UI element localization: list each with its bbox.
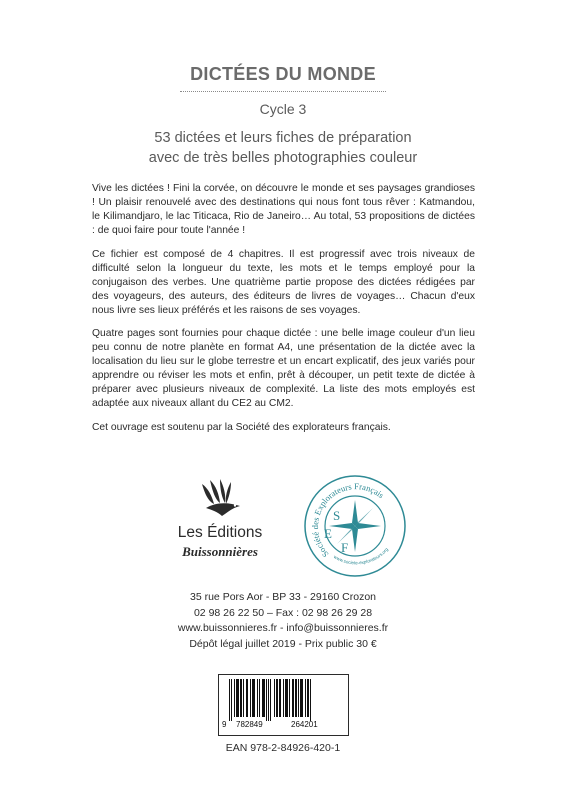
barcode-bar bbox=[310, 679, 311, 721]
barcode-bar bbox=[246, 679, 248, 717]
isbn-barcode bbox=[218, 674, 349, 736]
barcode-digits-left: 782849 bbox=[236, 720, 263, 729]
seal-ring-text: Société des Explorateurs Français bbox=[309, 481, 387, 560]
barcode-bar bbox=[252, 679, 255, 717]
barcode-bar bbox=[234, 679, 235, 717]
paragraph-intro: Vive les dictées ! Fini la corvée, on découvre le monde et ses paysages grandioses ! Un plaisir renouvelé avec des destinations qui nous font tous rêver : Katmandou, le Kilimandjaro, le lac Titicaca, Rio de Janeiro… Au total, 53 propositions de dictées : de quoi faire pour toute l'année ! bbox=[92, 183, 475, 236]
editions-name-line2: Buissonnières bbox=[182, 544, 258, 559]
sef-society-seal bbox=[303, 474, 407, 578]
seal-url-text: www.societe-explorateurs.org bbox=[332, 546, 390, 566]
barcode-digit-first: 9 bbox=[222, 720, 227, 729]
publisher-address bbox=[0, 590, 566, 652]
barcode-bar bbox=[229, 679, 230, 721]
barcode-bar bbox=[266, 679, 267, 721]
barcode-bar bbox=[276, 679, 278, 717]
barcode-bar bbox=[270, 679, 271, 721]
barcode-bar bbox=[292, 679, 294, 717]
barcode-bar bbox=[257, 679, 258, 717]
description-body bbox=[92, 182, 475, 444]
barcode-bar bbox=[240, 679, 242, 717]
book-title: DICTÉES DU MONDE bbox=[190, 64, 376, 84]
address-phone-fax: 02 98 26 22 50 – Fax : 02 98 26 29 28 bbox=[193, 606, 373, 619]
bird-icon bbox=[198, 478, 244, 520]
barcode-bar bbox=[236, 679, 239, 717]
editions-buissonnieres-logo bbox=[160, 478, 280, 570]
seal-letter-f: F bbox=[341, 540, 349, 555]
barcode-bar bbox=[268, 679, 269, 721]
paragraph-support: Cet ouvrage est soutenu par la Société des explorateurs français. bbox=[92, 421, 391, 433]
barcode-bars bbox=[229, 679, 338, 721]
address-web-email: www.buissonnieres.fr - info@buissonnieres.fr bbox=[177, 622, 389, 634]
barcode-bar bbox=[283, 679, 284, 717]
paragraph-chapters: Ce fichier est composé de 4 chapitres. Il est progressif avec trois niveaux de difficulté selon la longueur du texte, les mots et le temps employé pour la conjugaison des verbes. Une quatrième partie propose des dictées rédigées par des voyageurs, des auteurs, des éditeurs de livres de voyages… Chacun d'eux nous livre ses lieux préférés et les raisons de ses voyages. bbox=[92, 248, 475, 316]
barcode-digits-right: 264201 bbox=[291, 720, 318, 729]
barcode-bar bbox=[231, 679, 232, 721]
barcode-bar bbox=[259, 679, 260, 717]
seal-letter-e: E bbox=[324, 526, 332, 541]
barcode-bar bbox=[262, 679, 265, 717]
barcode-bar bbox=[279, 679, 281, 717]
ean-code: EAN 978-2-84926-420-1 bbox=[225, 742, 341, 754]
address-street: 35 rue Pors Aor - BP 33 - 29160 Crozon bbox=[190, 591, 376, 603]
subtitle-line-1: 53 dictées et leurs fiches de préparation bbox=[154, 130, 412, 146]
editions-name-line1: Les Éditions bbox=[177, 524, 263, 541]
cycle-label: Cycle 3 bbox=[259, 101, 307, 117]
barcode-bar bbox=[300, 679, 303, 717]
barcode-bar bbox=[298, 679, 299, 717]
barcode-bar bbox=[243, 679, 244, 717]
subtitle bbox=[0, 128, 566, 168]
barcode-bar bbox=[305, 679, 306, 717]
paragraph-pages: Quatre pages sont fournies pour chaque dictée : une belle image couleur d'un lieu peu connu de notre planète en format A4, une présentation de la dictée avec la localisation du lieu sur le globe terrestre et un encart explicatif, des jeux variés pour apprendre ou réviser les mots et enfin, prêt à découper, un petit texte de dictée à préparer avec plusieurs niveaux de complexité. La liste des mots employés est adaptée aux niveaux allant du CE2 au CM2. bbox=[92, 328, 475, 409]
title-dotted-divider bbox=[180, 91, 386, 92]
barcode-bar bbox=[295, 679, 297, 717]
barcode-bar bbox=[285, 679, 288, 717]
subtitle-line-2: avec de très belles photographies couleur bbox=[148, 150, 418, 166]
legal-deposit-price: Dépôt légal juillet 2019 - Prix public 30 € bbox=[189, 637, 377, 650]
seal-letter-s: S bbox=[333, 508, 341, 523]
barcode-bar bbox=[250, 679, 251, 717]
barcode-bar bbox=[289, 679, 290, 717]
barcode-bar bbox=[307, 679, 309, 717]
barcode-bar bbox=[274, 679, 275, 717]
